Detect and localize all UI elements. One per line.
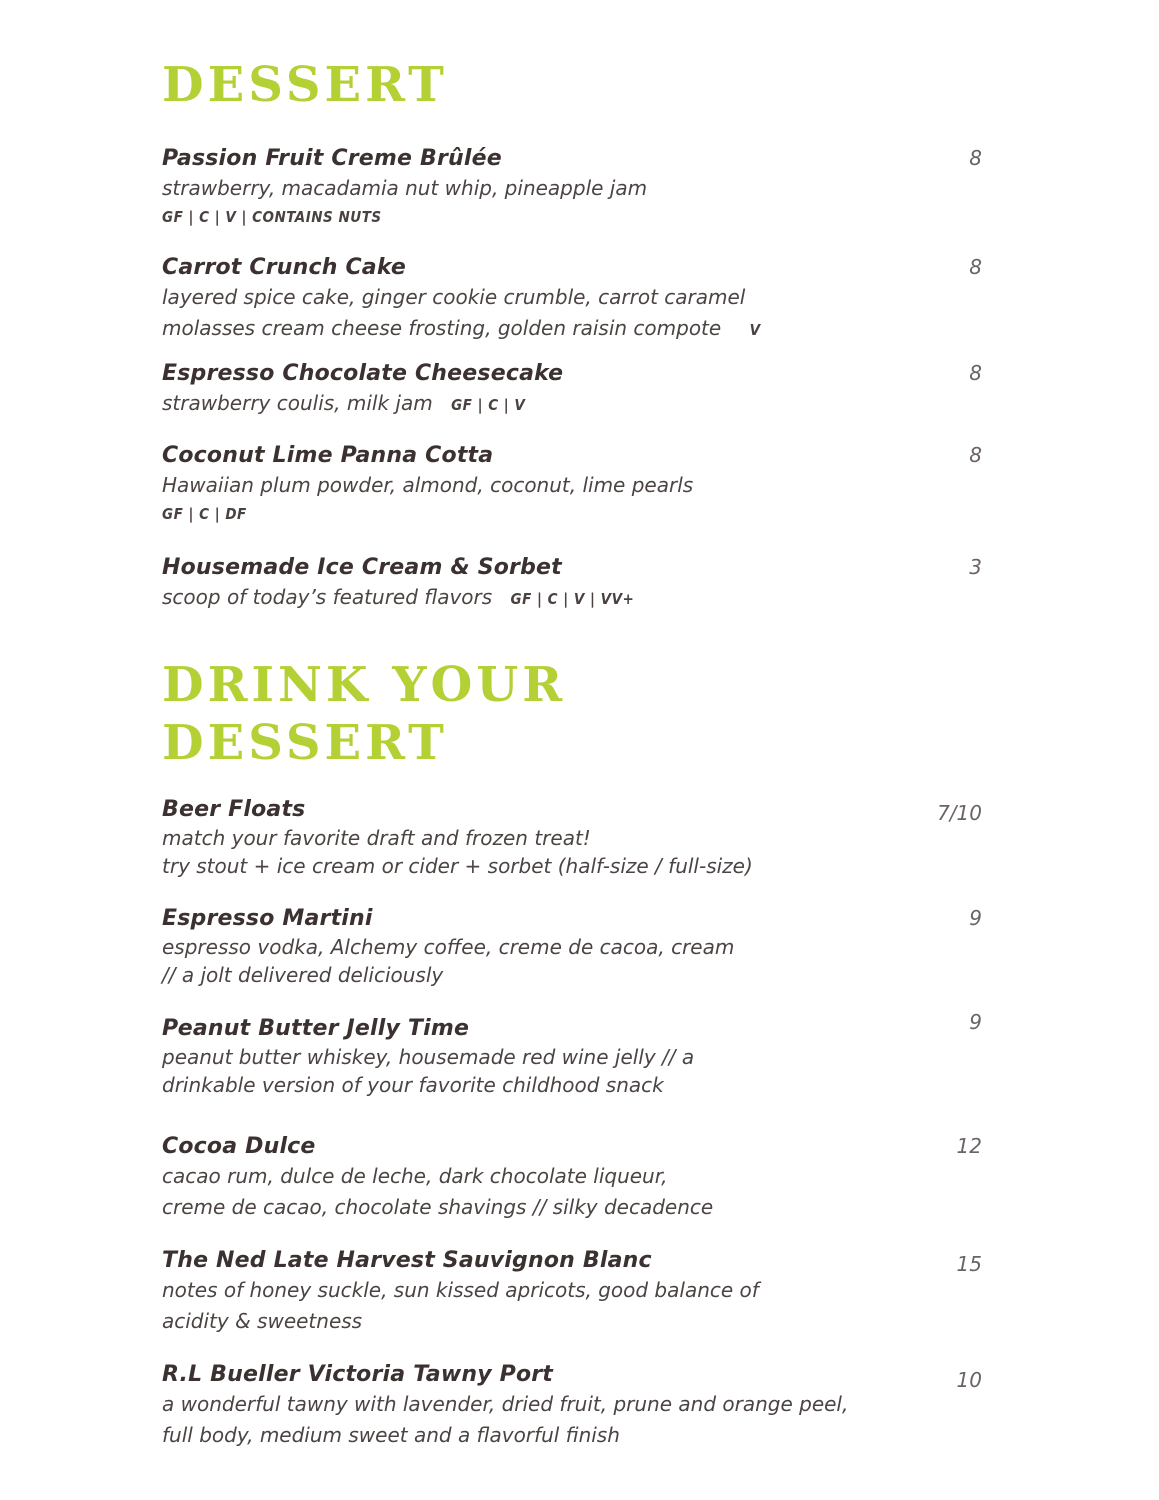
menu-item-espresso-chocolate-cheesecake: [162, 359, 982, 421]
item-price: 15: [956, 1252, 982, 1276]
menu-item-beer-floats: [162, 795, 982, 880]
item-description: strawberry, macadamia nut whip, pineapple jam: [162, 176, 648, 200]
item-name: Espresso Chocolate Cheesecake: [162, 361, 564, 386]
dessert-heading: DESSERT: [162, 57, 448, 113]
dietary-tags: GF | C | V | VV+: [510, 590, 635, 608]
menu-item-espresso-martini: [162, 904, 982, 989]
drink-your-dessert-heading: DRINK YOUR DESSERT: [162, 657, 567, 771]
item-description-line: drinkable version of your favorite childhood snack: [162, 1073, 664, 1097]
item-description-line: acidity & sweetness: [162, 1309, 363, 1333]
item-description-row: [162, 388, 982, 421]
item-description-line: espresso vodka, Alchemy coffee, creme de cacoa, cream: [162, 935, 735, 959]
item-name: R.L Bueller Victoria Tawny Port: [162, 1362, 554, 1387]
item-price: 10: [956, 1368, 982, 1392]
item-description-line: creme de cacao, chocolate shavings // silky decadence: [162, 1195, 714, 1219]
item-name: Cocoa Dulce: [162, 1134, 316, 1159]
item-name: Beer Floats: [162, 797, 306, 822]
dietary-tags: GF | C | DF: [162, 505, 247, 523]
item-description-line: notes of honey suckle, sun kissed apricots, good balance of: [162, 1278, 759, 1302]
item-price: 8: [969, 443, 982, 467]
item-description-line-row: [162, 313, 982, 346]
item-price: 9: [969, 906, 982, 930]
menu-item-rl-bueller-victoria-tawny-port: [162, 1360, 982, 1451]
menu-item-housemade-ice-cream-sorbet: [162, 553, 982, 615]
item-name: Housemade Ice Cream & Sorbet: [162, 555, 562, 580]
item-price: 12: [956, 1134, 982, 1158]
item-description-line: layered spice cake, ginger cookie crumble, carrot caramel: [162, 285, 746, 309]
item-name: Coconut Lime Panna Cotta: [162, 443, 494, 468]
menu-item-peanut-butter-jelly-time: [162, 1010, 982, 1099]
item-price: 9: [969, 1010, 982, 1034]
item-name: Carrot Crunch Cake: [162, 255, 407, 280]
dietary-tags: GF | C | V: [451, 396, 526, 414]
item-description: strawberry coulis, milk jam: [162, 391, 433, 415]
item-name: Espresso Martini: [162, 906, 373, 931]
menu-item-cocoa-dulce: [162, 1132, 982, 1223]
menu-item-the-ned-late-harvest-sauvignon-blanc: [162, 1246, 982, 1337]
item-description-line: molasses cream cheese frosting, golden raisin compote: [162, 316, 722, 340]
item-description-line: peanut butter whiskey, housemade red wine jelly // a: [162, 1045, 695, 1069]
item-price: 8: [969, 361, 982, 385]
item-name: Peanut Butter Jelly Time: [162, 1016, 470, 1041]
item-description-row: [162, 582, 982, 615]
item-price: 8: [969, 255, 982, 279]
menu-item-passion-fruit-creme-brulee: [162, 144, 982, 226]
dietary-tags: V: [749, 321, 761, 339]
item-price: 7/10: [937, 801, 982, 825]
item-price: 3: [969, 555, 982, 579]
item-name: Passion Fruit Creme Brûlée: [162, 146, 502, 171]
menu-item-carrot-crunch-cake: [162, 253, 982, 346]
menu-item-coconut-lime-panna-cotta: [162, 441, 982, 523]
item-price: 8: [969, 146, 982, 170]
item-description-line: try stout + ice cream or cider + sorbet (half-size / full-size): [162, 854, 753, 878]
item-description-line: match your favorite draft and frozen treat!: [162, 826, 591, 850]
dietary-tags: GF | C | V | CONTAINS NUTS: [162, 208, 382, 226]
item-name: The Ned Late Harvest Sauvignon Blanc: [162, 1248, 652, 1273]
item-description-line: // a jolt delivered deliciously: [162, 963, 444, 987]
item-description: Hawaiian plum powder, almond, coconut, lime pearls: [162, 473, 694, 497]
item-description-line: a wonderful tawny with lavender, dried fruit, prune and orange peel,: [162, 1392, 849, 1416]
item-description-line: cacao rum, dulce de leche, dark chocolate liqueur,: [162, 1164, 668, 1188]
item-description-line: full body, medium sweet and a flavorful finish: [162, 1423, 620, 1447]
item-description: scoop of today’s featured flavors: [162, 585, 493, 609]
